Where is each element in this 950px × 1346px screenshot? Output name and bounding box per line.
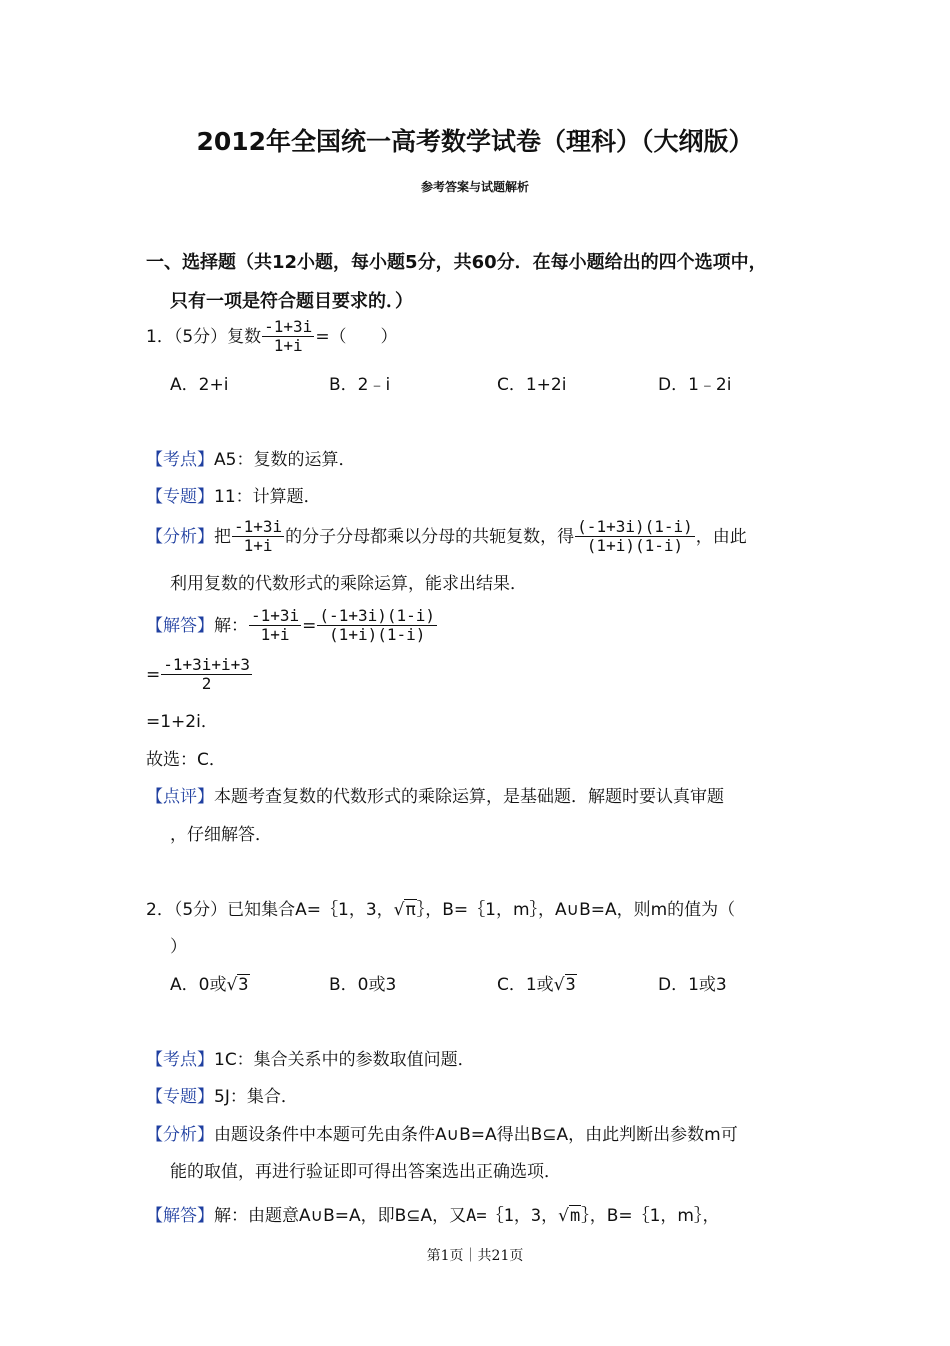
q1-option-b: B．2﹣i	[329, 375, 391, 395]
q1-fenxi-f1-num: -1+3i	[234, 517, 283, 536]
q1-frac-num: -1+3i	[264, 317, 313, 336]
q2-zhuanti-text: 5J：集合．	[214, 1087, 298, 1107]
q1-fenxi	[146, 518, 747, 556]
q1-zhuanti	[146, 487, 321, 507]
q1-jieda-f3-num: -1+3i+i+3	[163, 655, 250, 674]
q1-dianping	[146, 787, 724, 807]
q2-option-c-text: C．1或	[497, 975, 554, 995]
q2-option-d: D．1或3	[658, 975, 727, 995]
q1-fenxi-b: 的分子分母都乘以分母的共轭复数，得	[285, 526, 575, 547]
q1-jieda-tag: 【解答】	[146, 615, 214, 636]
q1-frac-den: 1+i	[273, 336, 303, 356]
q2-stem-line2: ）	[170, 937, 187, 957]
q1-kaodian	[146, 450, 355, 470]
q2-option-a	[170, 975, 250, 995]
q2-jieda-a: 解：由题意A∪B=A，即B⊆A，又	[214, 1206, 467, 1226]
q1-dianping-line2: ，仔细解答．	[170, 825, 272, 845]
q1-fenxi-fraction-1	[232, 518, 284, 556]
q1-jieda-fraction-3	[161, 656, 252, 694]
q2-jieda-tag: 【解答】	[146, 1206, 214, 1226]
q2-fenxi	[146, 1125, 738, 1145]
q2-fenxi-line2: 能的取值，再进行验证即可得出答案选出正确选项．	[170, 1162, 561, 1182]
q2-stem-b: ｝，B=｛1，m｝，A∪B=A，则m的值为（	[416, 900, 736, 920]
q1-zhuanti-tag: 【专题】	[146, 487, 214, 507]
q2-fenxi-text: 由题设条件中本题可先由条件A∪B=A得出B⊆A，由此判断出参数m可	[214, 1125, 738, 1145]
q1-dianping-text: 本题考查复数的代数形式的乘除运算，是基础题．解题时要认真审题	[214, 787, 724, 807]
q2-jieda-sqrt-m: √m	[558, 1206, 581, 1226]
q1-prefix: 1．（5分）复数	[146, 326, 262, 347]
q2-jieda-b: ，B=｛1，m｝，	[589, 1206, 720, 1226]
q1-jieda-f2-den: (1+i)(1-i)	[329, 625, 426, 645]
q1-jieda-f3-den: 2	[201, 674, 212, 694]
q2-option-c-sqrt: √3	[553, 975, 576, 995]
q1-jieda-fraction-1	[249, 607, 301, 645]
q2-option-c	[497, 975, 577, 995]
q2-sqrt-pi: √π	[393, 900, 416, 920]
q1-suffix: =（ ）	[315, 326, 398, 347]
q1-dianping-tag: 【点评】	[146, 787, 214, 807]
q2-kaodian	[146, 1050, 475, 1070]
q2-jieda-set-b: ｝	[581, 1206, 590, 1226]
section-heading-line2: 只有一项是符合题目要求的．）	[170, 291, 413, 312]
q2-kaodian-tag: 【考点】	[146, 1050, 214, 1070]
q2-jieda-set-a: A=｛1，3，	[466, 1206, 559, 1226]
q2-fenxi-tag: 【分析】	[146, 1125, 214, 1145]
q2-stem-a: 2．（5分）已知集合A=｛1，3，	[146, 900, 394, 920]
q1-result: =1+2i．	[146, 712, 218, 732]
q1-jieda-f1-num: -1+3i	[251, 606, 300, 625]
q2-option-a-sqrt: √3	[226, 975, 249, 995]
q1-kaodian-tag: 【考点】	[146, 450, 214, 470]
q2-sqrt-pi-radicand: π	[405, 900, 416, 920]
q1-guxuan: 故选：C．	[146, 750, 226, 770]
q2-jieda	[146, 1206, 720, 1226]
q1-jieda-eq2: =	[146, 664, 161, 685]
page-subtitle: 参考答案与试题解析	[420, 180, 529, 194]
q2-option-b: B．0或3	[329, 975, 397, 995]
q2-jieda-sqrt-m-radicand: m	[569, 1206, 581, 1226]
q1-kaodian-text: A5：复数的运算．	[214, 450, 356, 470]
q1-fenxi-a: 把	[214, 526, 231, 547]
q1-fenxi-line2: 利用复数的代数形式的乘除运算，能求出结果．	[170, 574, 527, 594]
q1-jieda-f1-den: 1+i	[260, 625, 290, 645]
q1-jieda-fraction-2	[317, 607, 437, 645]
q1-option-a: A．2+i	[170, 375, 229, 395]
section-heading-line1: 一、选择题（共12小题，每小题5分，共60分．在每小题给出的四个选项中，	[146, 252, 767, 273]
q1-option-d: D．1﹣2i	[658, 375, 732, 395]
q1-jieda	[146, 607, 438, 645]
question-2-stem	[146, 900, 735, 920]
page-title: 2012年全国统一高考数学试卷（理科）（大纲版）	[196, 127, 754, 156]
q2-zhuanti	[146, 1087, 298, 1107]
q1-option-c: C．1+2i	[497, 375, 567, 395]
q1-fraction	[262, 318, 314, 356]
q2-option-c-radicand: 3	[565, 975, 576, 995]
q1-jieda-eq: =	[302, 615, 317, 636]
q2-option-a-radicand: 3	[238, 975, 249, 995]
q2-zhuanti-tag: 【专题】	[146, 1087, 214, 1107]
q1-fenxi-fraction-2	[575, 518, 695, 556]
q1-zhuanti-text: 11：计算题．	[214, 487, 321, 507]
q1-fenxi-f1-den: 1+i	[243, 536, 273, 556]
q1-fenxi-f2-num: (-1+3i)(1-i)	[577, 517, 693, 536]
q2-kaodian-text: 1C：集合关系中的参数取值问题．	[214, 1050, 475, 1070]
page-footer: 第1页｜共21页	[426, 1248, 524, 1264]
q2-option-a-text: A．0或	[170, 975, 227, 995]
question-1-stem	[146, 318, 398, 356]
q1-jieda-f2-num: (-1+3i)(1-i)	[319, 606, 436, 625]
q1-fenxi-c: ，由此	[695, 526, 747, 547]
q1-jieda-step2	[146, 656, 253, 694]
q1-jieda-a: 解：	[214, 615, 248, 636]
q1-fenxi-tag: 【分析】	[146, 526, 214, 547]
q1-fenxi-f2-den: (1+i)(1-i)	[586, 536, 684, 556]
